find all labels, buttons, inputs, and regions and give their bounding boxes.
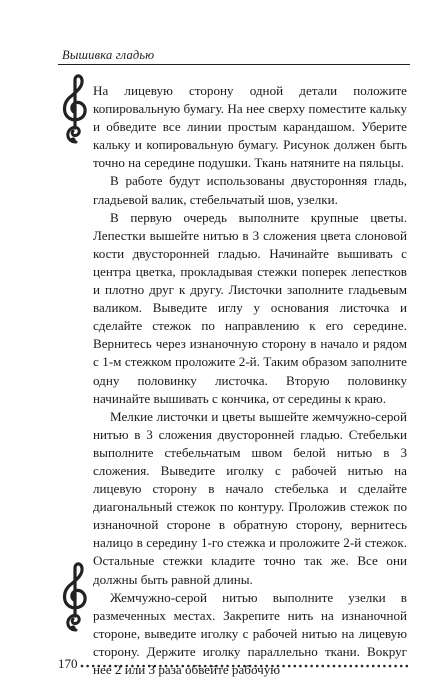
page-number: 170	[58, 656, 78, 671]
paragraph: В первую очередь выполните крупные цветы. Лепестки вышейте нитью в 3 сложения цвета слоновой кости двусторонней гладью. Начинайте вышивать с центра цветка, прокладывая стежки поперек лепестков и плотно друг к другу. Листочки заполните гладьевым валиком. Выведите иглу у основания листочка и сделайте стежок по направлению к его середине. Вернитесь через изнаночную сторону в начало и рядом с 1-м стежком проложите 2-й. Таким образом заполните одну половинку листочка. Вторую половинку начинайте вышивать с кончика, от середины к краю.	[93, 209, 407, 406]
running-head: Вышивка гладью	[62, 48, 155, 62]
treble-clef-ornament-icon	[60, 72, 90, 144]
ornament-bottom	[60, 560, 90, 632]
dotted-rule	[80, 664, 410, 668]
header-rule	[58, 64, 410, 65]
paragraph: В работе будут использованы двусторонняя гладь, гладьевой валик, стебельчатый шов, узелки.	[93, 173, 407, 207]
paragraph: Жемчужно-серой нитью выполните узелки в размеченных местах. Закрепите нить на изнаночной стороне, выведите иголку с рабочей нитью на лицевую сторону. Держите иголку параллельно ткани. Вокруг нее 2 или 3 раза обвейте рабочую	[93, 589, 407, 677]
paragraph: На лицевую сторону одной детали положите копировальную бумагу. На нее сверху поместите кальку и обведите все линии простым карандашом. Уберите кальку и копировальную бумагу. Рисунок должен быть точно на середине подушки. Ткань натяните на пяльцы.	[93, 83, 407, 171]
paragraph: Мелкие листочки и цветы вышейте жемчужно-серой нитью в 3 сложения двусторонней гладью. Стебельки выполните стебельчатым швом белой нитью в 3 сложения. Выведите иголку с рабочей нитью на лицевую сторону в начало стебелька и сделайте диагональный стежок по контуру. Проложив стежок по изнаночной стороне в обратную сторону, вернитесь налицо в середину 1-го стежка и проложите 2-й стежок. Остальные стежки кладите точно так же. Все они должны быть равной длины.	[93, 408, 407, 587]
ornament-top	[60, 72, 90, 144]
treble-clef-ornament-icon	[60, 560, 90, 632]
body-text	[93, 82, 407, 679]
